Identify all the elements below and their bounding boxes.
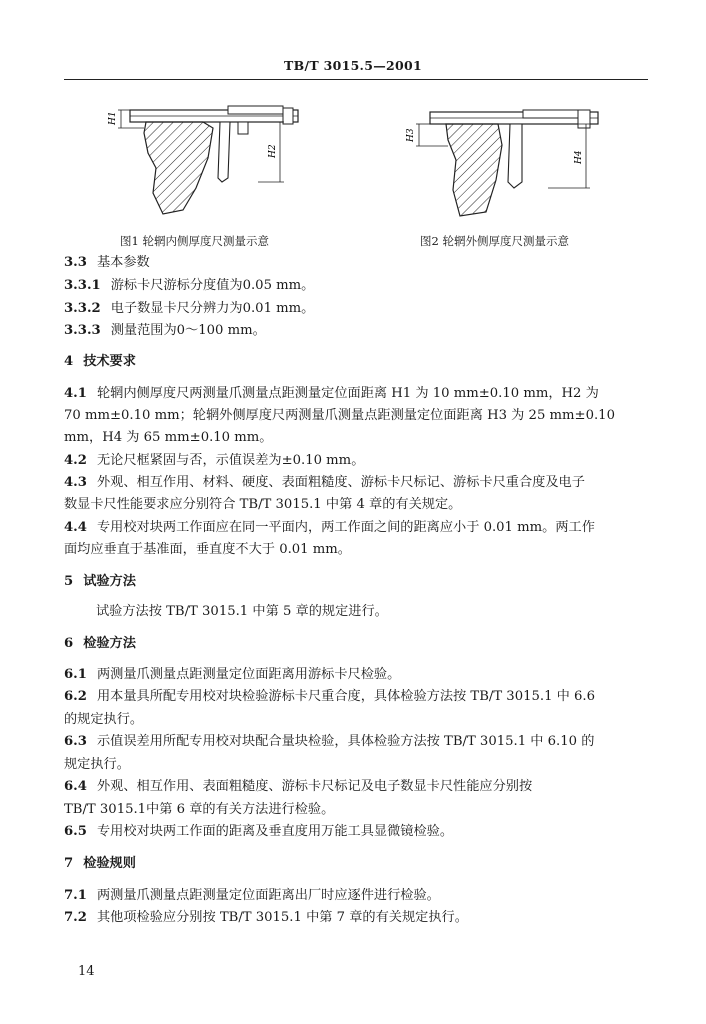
body-line (64, 427, 648, 448)
clause-number: 6 (64, 636, 74, 651)
line-text: 70 mm±0.10 mm；轮辋外侧厚度尺两测量爪测量点距测量定位面距离 H3 为 25 mm±0.10 (64, 408, 615, 423)
line-text: mm，H4 为 65 mm±0.10 mm。 (64, 430, 273, 445)
line-text: 技术要求 (83, 354, 136, 369)
line-text: 检验方法 (83, 636, 136, 651)
figure-2-label-b: H4 (574, 150, 584, 164)
clause-number: 3.3 (64, 255, 87, 270)
section-heading (64, 633, 648, 654)
body-line (64, 298, 648, 319)
body-line (64, 907, 648, 928)
line-text: 用本量具所配专用校对块检验游标卡尺重合度，具体检验方法按 TB/T 3015.1 中 6.6 (96, 689, 595, 704)
body-line (64, 539, 648, 560)
body-line (64, 450, 648, 471)
line-text: 试验方法按 TB/T 3015.1 中第 5 章的规定进行。 (96, 604, 388, 619)
figure-1-diagram (108, 98, 308, 223)
page-number: 14 (78, 964, 95, 979)
running-header: TB/T 3015.5—2001 (283, 58, 422, 73)
clause-number: 4.2 (64, 453, 87, 468)
body-line (64, 664, 648, 685)
body-line (64, 252, 648, 273)
clause-number: 7 (64, 856, 74, 871)
line-text: 面均应垂直于基准面，垂直度不大于 0.01 mm。 (64, 542, 351, 557)
line-text: 无论尺框紧固与否，示值误差为±0.10 mm。 (96, 453, 365, 468)
line-text: 两测量爪测量点距测量定位面距离出厂时应逐件进行检验。 (96, 888, 440, 903)
clause-number: 4.4 (64, 520, 87, 535)
body-line (64, 776, 648, 797)
header-rule (64, 79, 648, 80)
line-text: 外观、相互作用、材料、硬度、表面粗糙度、游标卡尺标记、游标卡尺重合度及电子 (96, 475, 585, 490)
line-text: 测量范围为0～100 mm。 (110, 323, 266, 338)
clause-number: 3.3.2 (64, 301, 101, 316)
line-text: 两测量爪测量点距测量定位面距离用游标卡尺检验。 (96, 667, 401, 682)
figure-1-caption: 图1 轮辋内侧厚度尺测量示意 (120, 234, 269, 248)
section-heading (64, 571, 648, 592)
line-text: 电子数显卡尺分辨力为0.01 mm。 (110, 301, 315, 316)
figure-2-label-a: H3 (406, 128, 416, 142)
clause-number: 6.1 (64, 667, 87, 682)
section-heading (64, 351, 648, 372)
body-line (64, 731, 648, 752)
clause-number: 4.3 (64, 475, 87, 490)
line-text: 外观、相互作用、表面粗糙度、游标卡尺标记及电子数显卡尺性能应分别按 (96, 779, 533, 794)
body-line (64, 275, 648, 296)
figure-2-caption: 图2 轮辋外侧厚度尺测量示意 (420, 234, 569, 248)
body-line (64, 799, 648, 820)
line-text: 专用校对块两工作面应在同一平面内，两工作面之间的距离应小于 0.01 mm。两工作 (96, 520, 595, 535)
line-text: TB/T 3015.1中第 6 章的有关方法进行检验。 (64, 802, 335, 817)
body-line (64, 472, 648, 493)
line-text: 规定执行。 (64, 757, 130, 772)
clause-number: 7.2 (64, 910, 87, 925)
body-line (64, 494, 648, 515)
figure-1-label-a: H1 (108, 111, 118, 125)
figure-2-diagram (398, 100, 608, 225)
line-text: 检验规则 (83, 856, 136, 871)
body-line (64, 517, 648, 538)
clause-number: 6.3 (64, 734, 87, 749)
line-text: 数显卡尺性能要求应分别符合 TB/T 3015.1 中第 4 章的有关规定。 (64, 497, 462, 512)
body-line (64, 320, 648, 341)
body-line (64, 405, 648, 426)
line-text: 示值误差用所配专用校对块配合量块检验，具体检验方法按 TB/T 3015.1 中 6.10 的 (96, 734, 595, 749)
clause-number: 6.4 (64, 779, 87, 794)
body-line (64, 709, 648, 730)
line-text: 其他项检验应分别按 TB/T 3015.1 中第 7 章的有关规定执行。 (96, 910, 468, 925)
section-heading (64, 853, 648, 874)
body-line (64, 383, 648, 404)
clause-number: 6.5 (64, 824, 87, 839)
body-line (64, 754, 648, 775)
clause-number: 3.3.1 (64, 278, 101, 293)
line-text: 轮辋内侧厚度尺两测量爪测量点距测量定位面距离 H1 为 10 mm±0.10 mm，H2 为 (96, 386, 599, 401)
body-line (64, 885, 648, 906)
line-text: 基本参数 (96, 255, 150, 270)
figure-1-label-b: H2 (268, 144, 278, 158)
clause-number: 7.1 (64, 888, 87, 903)
clause-number: 3.3.3 (64, 323, 101, 338)
line-text: 游标卡尺游标分度值为0.05 mm。 (110, 278, 315, 293)
line-text: 的规定执行。 (64, 712, 144, 727)
clause-number: 4.1 (64, 386, 87, 401)
line-text: 专用校对块两工作面的距离及垂直度用万能工具显微镜检验。 (96, 824, 454, 839)
body-line (64, 686, 648, 707)
body-line (96, 601, 680, 622)
clause-number: 6.2 (64, 689, 87, 704)
clause-number: 4 (64, 354, 74, 369)
line-text: 试验方法 (83, 574, 136, 589)
body-line (64, 821, 648, 842)
clause-number: 5 (64, 574, 74, 589)
